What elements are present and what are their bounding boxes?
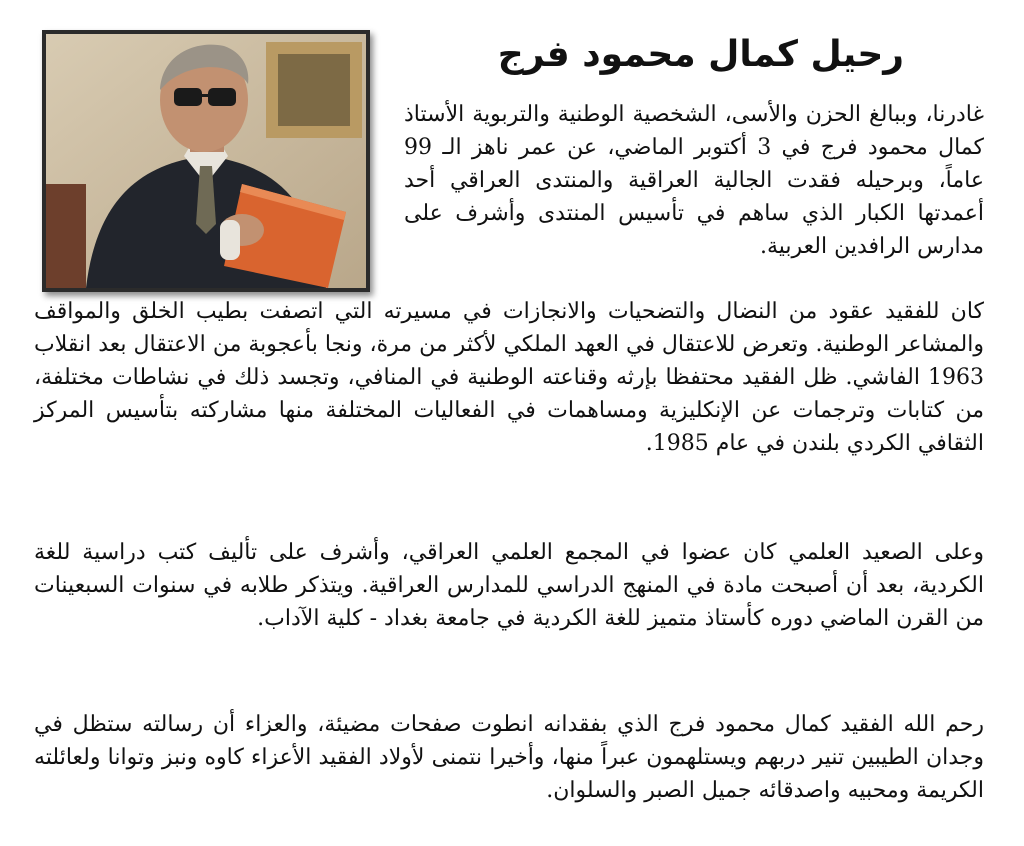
- paragraph-condolence: رحم الله الفقيد كمال محمود فرج الذي بفقدانه انطوت صفحات مضيئة، والعزاء أن رسالته ستظل في وجدان الطيبين تنير دربهم ويستلهمون عبراً منها، وأخيرا نتمنى لأولاد الفقيد الأعزاء كاوه ونبز وتوانا ولعائلته الكريمة ومحبيه واصدقائه جميل الصبر والسلوان.: [34, 712, 984, 803]
- paragraph-academic: وعلى الصعيد العلمي كان عضوا في المجمع العلمي العراقي، وأشرف على تأليف كتب دراسية للغة الكردية، بعد أن أصبحت مادة في المنهج الدراسي للمدارس العراقية. ويتذكر طلابه في سنوات السبعينات من القرن الماضي دوره كأستاذ متميز للغة الكردية في جامعة بغداد - كلية الآداب.: [34, 540, 984, 631]
- portrait-photo-icon: [46, 34, 366, 288]
- portrait-photo: [42, 30, 370, 292]
- paragraph-struggle: كان للفقيد عقود من النضال والتضحيات والانجازات في مسيرته التي اتصفت بطيب الخلق والمواقف والمشاعر الوطنية. وتعرض للاعتقال في العهد الملكي لأكثر من مرة، ونجا بأعجوبة من الاعتقال بعد انقلاب 1963 الفاشي. ظل الفقيد محتفظا بإرثه وقناعته الوطنية في المنافي، وتجسد ذلك في نشاطات مختلفة، من كتابات وترجمات عن الإنكليزية ومساهمات في الفعاليات المختلفة منها مشاركته بتأسيس المركز الثقافي الكردي بلندن في عام 1985.: [34, 299, 984, 456]
- paragraph-intro: غادرنا، وببالغ الحزن والأسى، الشخصية الوطنية والتربوية الأستاذ كمال محمود فرج في 3 أكتوبر الماضي، عن عمر ناهز الـ 99 عاماً، وبرحيله فقدت الجالية العراقية والمنتدى العراقي أحد أعمدتها الكبار الذي ساهم في تأسيس المنتدى وأشرف على مدارس الرافدين العربية.: [404, 102, 984, 259]
- page-title: رحيل كمال محمود فرج: [497, 34, 904, 75]
